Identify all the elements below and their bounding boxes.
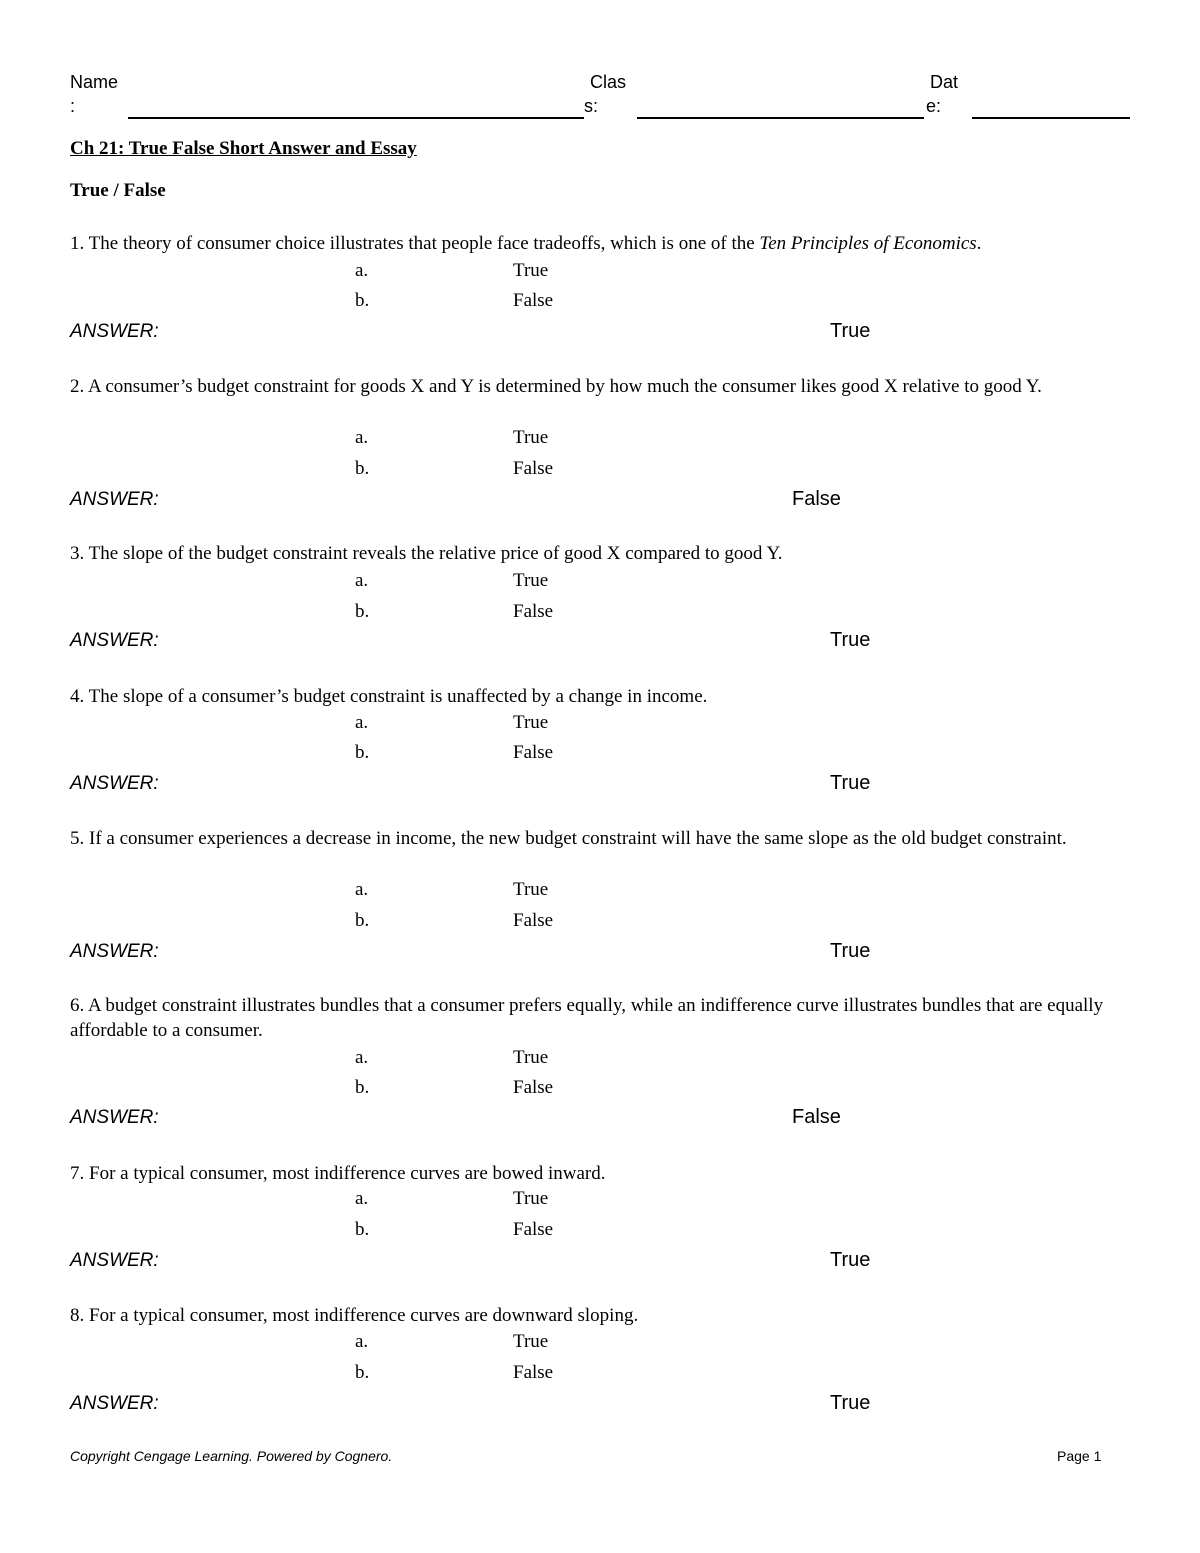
question-text: 6. A budget constraint illustrates bundles that a consumer prefers equally, while an indifference curve illustrates bundles that are equally affordable to a consumer.: [70, 995, 1104, 1041]
name-field-line[interactable]: [128, 117, 584, 119]
option-letter-a: a.: [355, 879, 369, 900]
option-letter-a: a.: [355, 570, 369, 591]
option-false[interactable]: False: [513, 910, 554, 931]
question-text: 4. The slope of a consumer’s budget constraint is unaffected by a change in income.: [70, 686, 708, 707]
option-false[interactable]: False: [513, 458, 554, 479]
answer-value: True: [830, 629, 871, 651]
page-title: Ch 21: True False Short Answer and Essay: [70, 138, 417, 159]
answer-value: True: [830, 772, 871, 794]
footer-copyright: Copyright Cengage Learning. Powered by Cognero.: [70, 1448, 393, 1464]
question-text: 3. The slope of the budget constraint reveals the relative price of good X compared to good Y.: [70, 543, 783, 564]
class-label: Clas: [590, 72, 627, 92]
option-true[interactable]: True: [513, 1188, 549, 1209]
date-label: Dat: [930, 72, 959, 92]
answer-label: ANSWER:: [70, 1393, 159, 1414]
option-letter-a: a.: [355, 1047, 369, 1068]
answer-value: True: [830, 1249, 871, 1271]
answer-value: True: [830, 940, 871, 962]
option-false[interactable]: False: [513, 1219, 554, 1240]
question-text: 2. A consumer’s budget constraint for goods X and Y is determined by how much the consumer likes good X relative to good Y.: [70, 376, 1042, 397]
option-false[interactable]: False: [513, 601, 554, 622]
option-letter-b: b.: [355, 1219, 370, 1240]
option-true[interactable]: True: [513, 427, 549, 448]
answer-value: True: [830, 1392, 871, 1414]
option-false[interactable]: False: [513, 1362, 554, 1383]
answer-value: False: [792, 1106, 841, 1128]
answer-label: ANSWER:: [70, 489, 159, 510]
option-true[interactable]: True: [513, 712, 549, 733]
answer-value: False: [792, 488, 841, 510]
answer-label: ANSWER:: [70, 321, 159, 342]
name-label: Name: [70, 72, 119, 92]
answer-label: ANSWER:: [70, 1107, 159, 1128]
section-heading: True / False: [70, 180, 166, 201]
answer-label: ANSWER:: [70, 773, 159, 794]
option-letter-a: a.: [355, 712, 369, 733]
date-field-line[interactable]: [972, 117, 1130, 119]
footer-page-number: Page 1: [1057, 1448, 1102, 1464]
option-letter-a: a.: [355, 1331, 369, 1352]
option-letter-a: a.: [355, 260, 369, 281]
option-letter-b: b.: [355, 601, 370, 622]
option-letter-a: a.: [355, 427, 369, 448]
question-text: 1. The theory of consumer choice illustrates that people face tradeoffs, which is one of the Ten Principles of Economics.: [70, 233, 982, 254]
option-false[interactable]: False: [513, 742, 554, 763]
date-label-colon: e:: [926, 96, 942, 116]
option-true[interactable]: True: [513, 1331, 549, 1352]
option-false[interactable]: False: [513, 290, 554, 311]
option-letter-b: b.: [355, 1362, 370, 1383]
question-text: 5. If a consumer experiences a decrease in income, the new budget constraint will have the same slope as the old budget constraint.: [70, 828, 1067, 849]
question-text: 7. For a typical consumer, most indifference curves are bowed inward.: [70, 1163, 606, 1184]
option-letter-b: b.: [355, 458, 370, 479]
answer-value: True: [830, 320, 871, 342]
option-letter-b: b.: [355, 1077, 370, 1098]
answer-label: ANSWER:: [70, 941, 159, 962]
answer-label: ANSWER:: [70, 630, 159, 651]
option-false[interactable]: False: [513, 1077, 554, 1098]
option-true[interactable]: True: [513, 1047, 549, 1068]
option-true[interactable]: True: [513, 570, 549, 591]
class-field-line[interactable]: [637, 117, 924, 119]
option-letter-b: b.: [355, 910, 370, 931]
option-true[interactable]: True: [513, 260, 549, 281]
option-letter-b: b.: [355, 290, 370, 311]
answer-label: ANSWER:: [70, 1250, 159, 1271]
option-letter-a: a.: [355, 1188, 369, 1209]
option-letter-b: b.: [355, 742, 370, 763]
option-true[interactable]: True: [513, 879, 549, 900]
question-text: 8. For a typical consumer, most indifference curves are downward sloping.: [70, 1305, 639, 1326]
name-label-colon: :: [70, 96, 76, 116]
class-label-colon: s:: [584, 96, 599, 116]
